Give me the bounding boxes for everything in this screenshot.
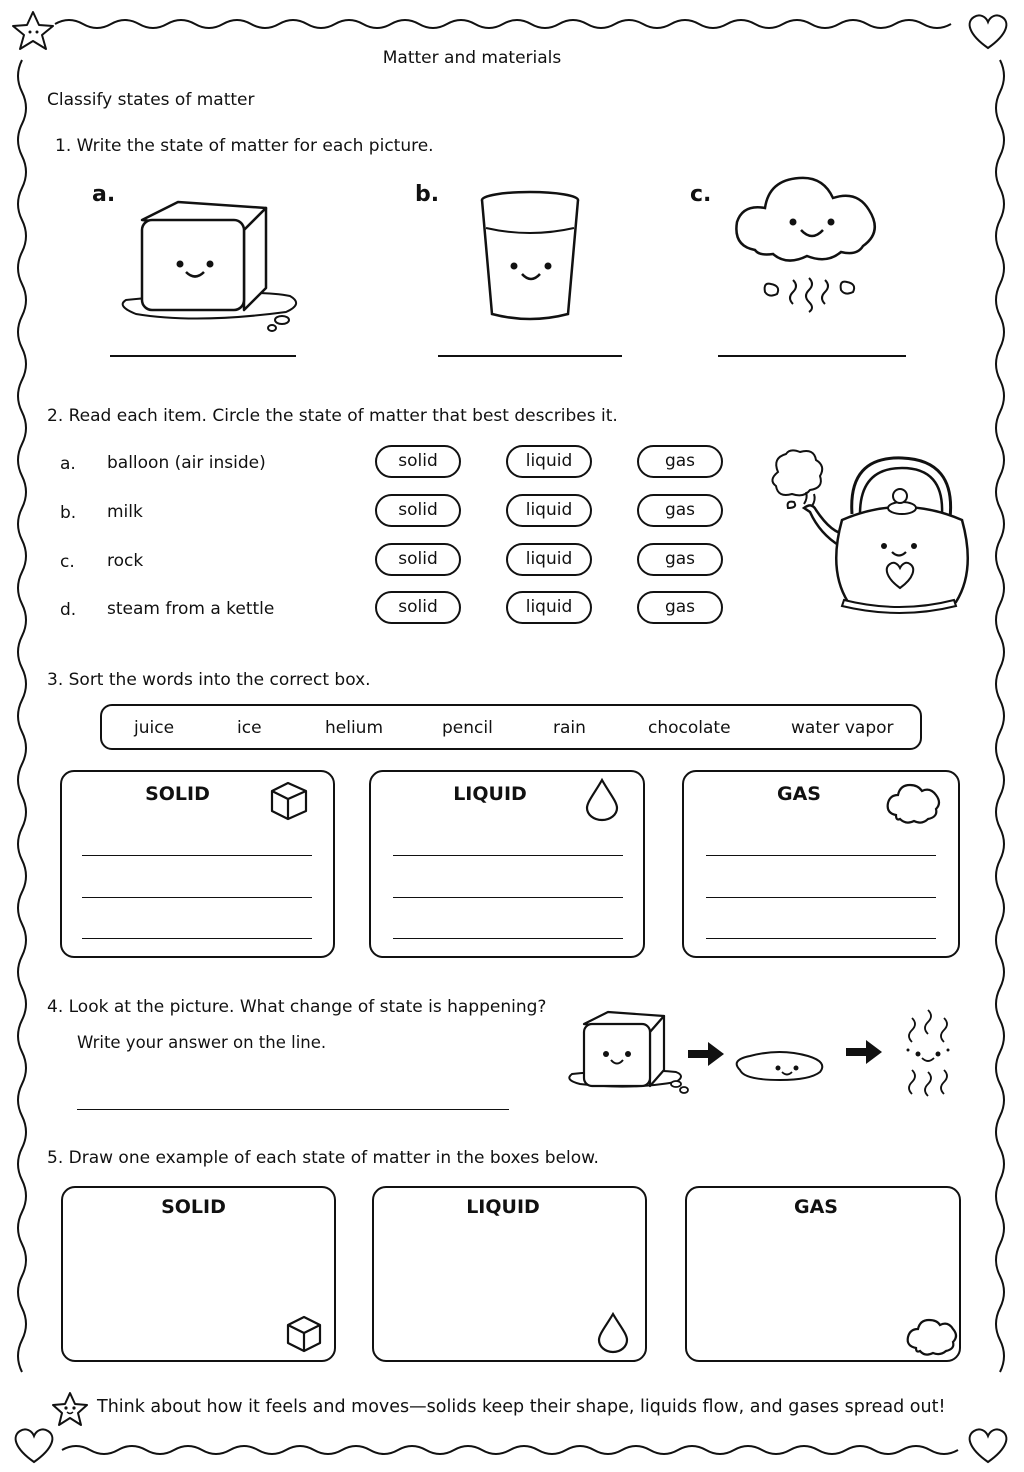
option-gas[interactable]: gas: [637, 591, 723, 624]
question-1-prompt: 1. Write the state of matter for each picture.: [55, 136, 434, 156]
word-bank-word[interactable]: chocolate: [648, 718, 731, 738]
option-gas[interactable]: gas: [637, 543, 723, 576]
option-solid[interactable]: solid: [375, 445, 461, 478]
border-left-wave: [18, 60, 26, 1372]
droplet-icon: [596, 1310, 630, 1354]
option-liquid[interactable]: liquid: [506, 543, 592, 576]
row-letter: a.: [60, 454, 76, 474]
write-line[interactable]: [393, 855, 623, 856]
question-5-prompt: 5. Draw one example of each state of matter in the boxes below.: [47, 1148, 599, 1168]
droplet-icon: [584, 776, 620, 822]
cube-icon: [284, 1313, 324, 1355]
question-4-prompt: 4. Look at the picture. What change of state is happening?: [47, 997, 547, 1017]
row-item: balloon (air inside): [107, 453, 266, 473]
option-liquid[interactable]: liquid: [506, 445, 592, 478]
border-top-wave: [55, 20, 951, 28]
arrow-icon: [846, 1040, 882, 1064]
star-icon: [50, 1390, 90, 1428]
row-letter: c.: [60, 552, 75, 572]
word-bank-word[interactable]: juice: [134, 718, 175, 738]
corner-heart-icon: [970, 1429, 1007, 1462]
kettle-icon: [766, 450, 966, 615]
cube-icon: [268, 779, 310, 823]
row-item: milk: [107, 502, 143, 522]
cloud-icon: [884, 779, 940, 823]
arrow-icon: [688, 1042, 724, 1066]
melting-evaporating-sequence: [566, 1004, 960, 1104]
border-bottom-wave: [62, 1446, 958, 1454]
corner-star-icon: [13, 12, 53, 49]
row-letter: b.: [60, 503, 77, 523]
write-line[interactable]: [706, 897, 936, 898]
word-bank-word[interactable]: helium: [325, 718, 384, 738]
question-4-instruction: Write your answer on the line.: [77, 1033, 327, 1052]
word-bank-word[interactable]: rain: [553, 718, 586, 738]
question-3-prompt: 3. Sort the words into the correct box.: [47, 670, 371, 690]
option-solid[interactable]: solid: [375, 543, 461, 576]
draw-box-liquid-title: LIQUID: [466, 1196, 540, 1218]
ice-cube-icon: [118, 192, 308, 332]
border-right-wave: [996, 60, 1004, 1372]
corner-heart-icon: [970, 15, 1007, 48]
page-subtitle: Classify states of matter: [47, 90, 255, 110]
word-bank-word[interactable]: pencil: [442, 718, 493, 738]
word-bank-word[interactable]: water vapor: [791, 718, 894, 738]
option-gas[interactable]: gas: [637, 445, 723, 478]
write-line[interactable]: [82, 897, 312, 898]
write-line[interactable]: [706, 938, 936, 939]
answer-line-q4[interactable]: [77, 1109, 509, 1110]
row-letter: d.: [60, 600, 77, 620]
write-line[interactable]: [706, 855, 936, 856]
option-solid[interactable]: solid: [375, 591, 461, 624]
cloud-icon: [904, 1314, 956, 1354]
sort-box-gas-title: GAS: [777, 783, 821, 805]
write-line[interactable]: [82, 855, 312, 856]
sort-box-liquid-title: LIQUID: [453, 783, 527, 805]
write-line[interactable]: [393, 938, 623, 939]
page-title: Matter and materials: [382, 48, 562, 68]
row-item: steam from a kettle: [107, 599, 275, 619]
question-2-prompt: 2. Read each item. Circle the state of matter that best describes it.: [47, 406, 618, 426]
steam-cloud-icon: [733, 168, 893, 328]
answer-line-a[interactable]: [110, 355, 296, 357]
picture-a-letter: a.: [92, 182, 116, 207]
write-line[interactable]: [82, 938, 312, 939]
word-bank-word[interactable]: ice: [237, 718, 262, 738]
answer-line-b[interactable]: [438, 355, 622, 357]
footer-tip: Think about how it feels and moves—solids keep their shape, liquids flow, and gases spread out!: [97, 1397, 946, 1417]
sort-box-solid-title: SOLID: [145, 783, 210, 805]
picture-c-letter: c.: [690, 182, 712, 207]
write-line[interactable]: [393, 897, 623, 898]
draw-box-solid-title: SOLID: [161, 1196, 226, 1218]
corner-heart-icon: [16, 1429, 53, 1462]
glass-of-water-icon: [478, 190, 588, 326]
draw-box-gas-title: GAS: [794, 1196, 838, 1218]
option-liquid[interactable]: liquid: [506, 494, 592, 527]
answer-line-c[interactable]: [718, 355, 906, 357]
option-liquid[interactable]: liquid: [506, 591, 592, 624]
option-solid[interactable]: solid: [375, 494, 461, 527]
row-item: rock: [107, 551, 144, 571]
option-gas[interactable]: gas: [637, 494, 723, 527]
picture-b-letter: b.: [415, 182, 440, 207]
